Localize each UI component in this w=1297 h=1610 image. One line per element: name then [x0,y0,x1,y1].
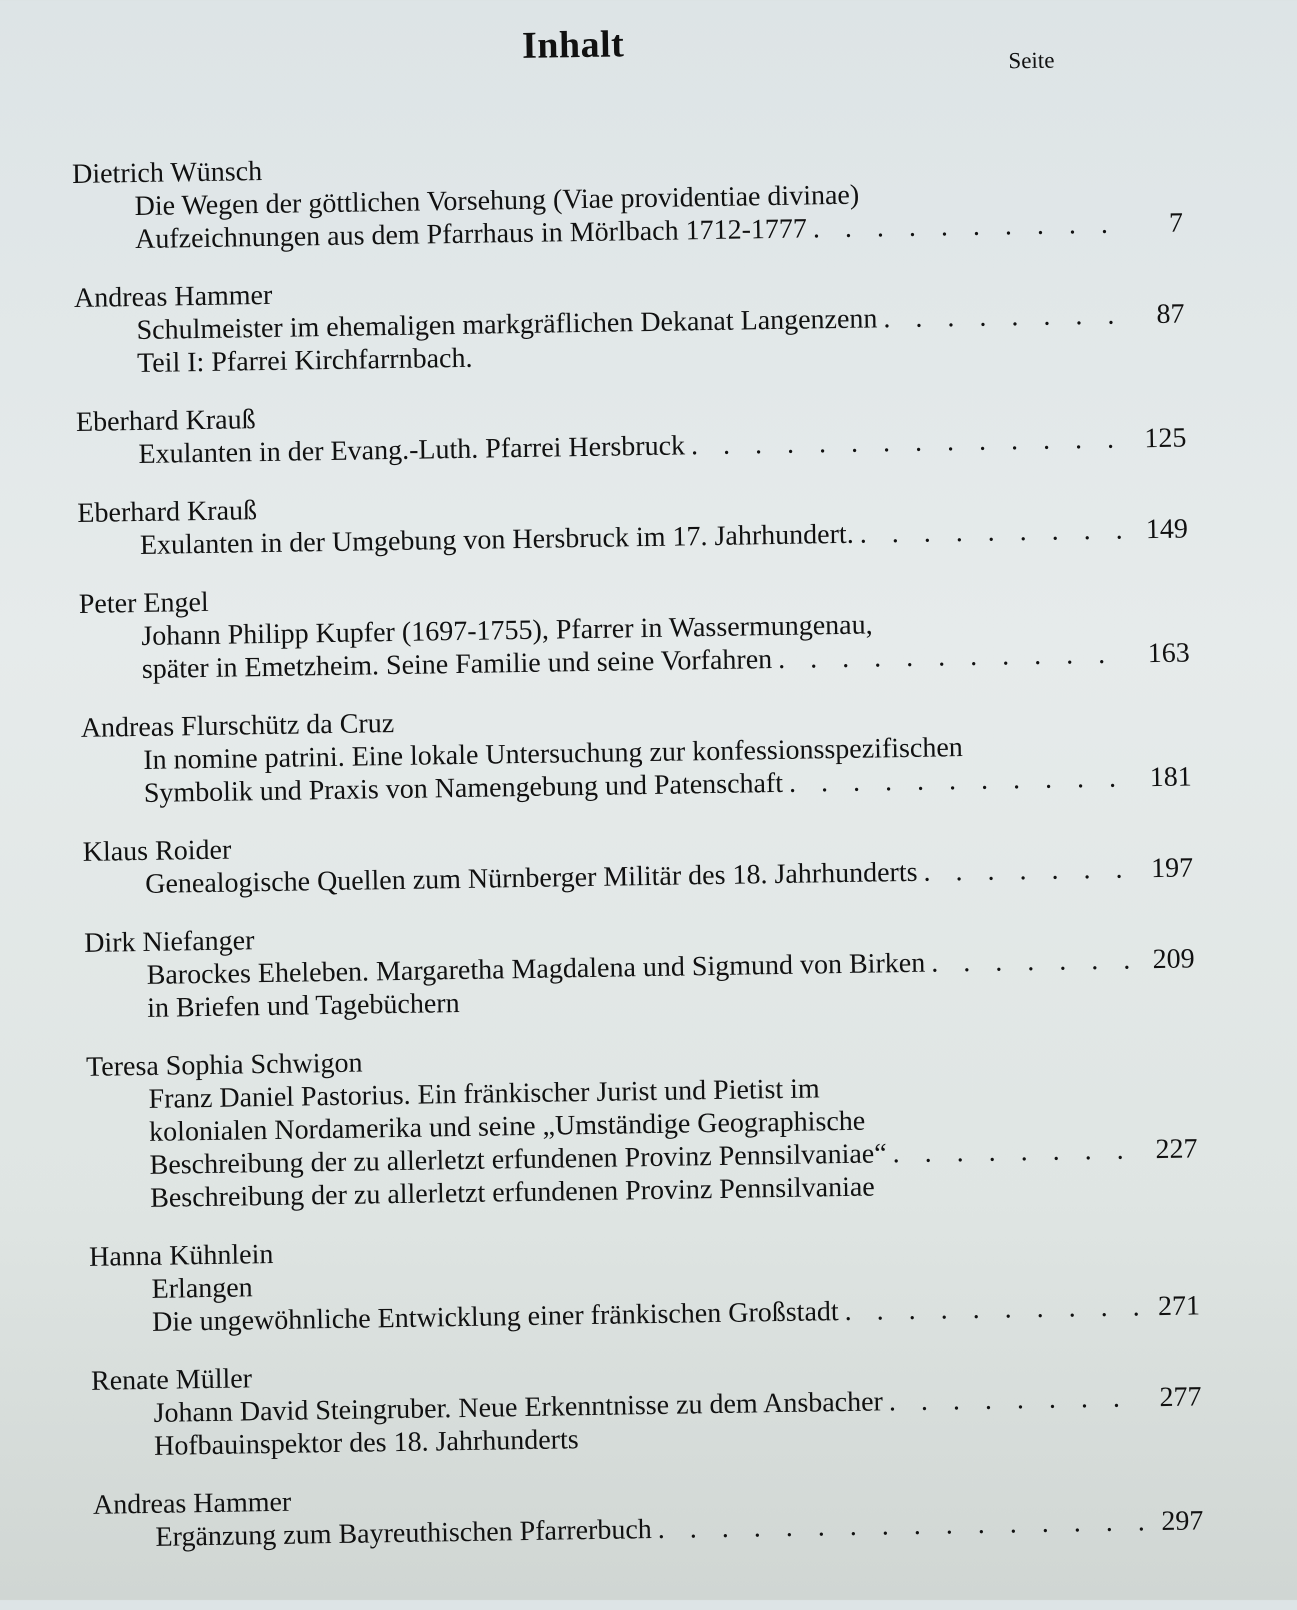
toc-entry [79,572,1190,687]
toc-title-text: später in Emetzheim. Seine Familie und seine Vorfahren [141,644,773,685]
toc-leader-dots [931,943,1135,979]
toc-page-number: 163 [1147,637,1191,670]
toc-title-text: Johann Philipp Kupfer (1697-1755), Pfarrer in Wassermungenau, [141,609,873,652]
toc-title-text: Barockes Eheleben. Margaretha Magdalena und Sigmund von Birken [146,947,926,991]
page-title: Inhalt [521,23,625,67]
toc-title-text: Exulanten in der Umgebung von Hersbruck im 17. Jahrhundert. [139,518,854,561]
toc-entry [93,1472,1204,1554]
toc-leader-dots [859,513,1128,550]
toc-title-text: Schulmeister im ehemaligen markgräflichen Dekanat Langenzenn [136,303,878,347]
toc-title-text: Genealogische Quellen zum Nürnberger Militär des 18. Jahrhunderts [145,856,918,900]
toc-page-number: 297 [1161,1505,1204,1538]
toc-entry [91,1348,1202,1463]
toc-title-text: in Briefen und Tagebüchern [146,988,460,1024]
toc-page-number: 87 [1156,298,1185,330]
toc-author: Hanna Kühnlein [88,1238,274,1273]
page-column-label: Seite [1008,47,1055,74]
toc-title-text: Teil I: Pfarrei Kirchfarrnbach. [136,342,473,380]
toc-leader-dots [778,637,1130,676]
toc-page-number: 7 [1168,207,1184,239]
toc-title-text: Die ungewöhnliche Entwicklung einer fränkischen Großstadt [151,1296,839,1338]
toc-entry [84,910,1195,1025]
toc-author: Dirk Niefanger [83,925,255,959]
toc-page-number: 149 [1145,513,1189,546]
toc-page-number: 125 [1144,422,1187,455]
toc-page-number: 197 [1150,852,1194,885]
toc-entry [83,819,1194,901]
toc-title-text: In nomine patrini. Eine lokale Untersuchung zur konfessionsspezifischen [143,732,964,776]
toc-title-text: Erlangen [151,1272,253,1305]
toc-title-text: Beschreibung der zu allerletzt erfundenen Provinz Pennsilvaniae“ [149,1138,887,1181]
toc-author: Dietrich Wünsch [71,156,263,190]
toc-page-number: 277 [1159,1381,1202,1414]
toc-entry [72,142,1183,257]
toc-leader-dots [658,1505,1144,1546]
toc-author: Eberhard Krauß [77,495,258,529]
toc-page-number: 209 [1152,943,1195,976]
toc-leader-dots [844,1290,1140,1328]
toc-author: Andreas Hammer [73,279,273,314]
toc-page-number: 271 [1157,1290,1201,1323]
toc-author: Peter Engel [78,586,209,620]
toc-title-text: Aufzeichnungen aus dem Pfarrhaus in Mörlbach 1712-1777 [134,213,808,256]
toc-title-text: Symbolik und Praxis von Namengebung und Patenschaft [143,767,784,809]
toc-entry [89,1224,1200,1339]
toc-entry [86,1034,1198,1215]
toc-entry [81,695,1192,810]
toc-page-number: 227 [1155,1133,1198,1166]
toc-author: Andreas Hammer [92,1486,292,1521]
toc-title-text: Exulanten in der Evang.-Luth. Pfarrei Hersbruck [138,430,686,470]
toc-leader-dots [892,1133,1137,1170]
toc-author: Eberhard Krauß [75,404,256,438]
toc-title-text: Johann David Steingruber. Neue Erkenntnisse zu dem Ansbacher [153,1386,884,1429]
toc-page-number: 181 [1149,761,1192,794]
toc-author: Andreas Flurschütz da Cruz [80,708,395,744]
toc-title-text: Franz Daniel Pastorius. Ein fränkischer Jurist und Pietist im [148,1073,820,1115]
toc-entry [76,390,1187,472]
toc-title-text: Beschreibung der zu allerletzt erfundenen Provinz Pennsilvaniae [149,1171,875,1214]
toc-author: Renate Müller [90,1363,253,1397]
toc-title-text: kolonialen Nordamerika und seine „Umständige Geographische [148,1105,866,1148]
toc-leader-dots [813,208,1124,246]
toc-entry [74,266,1185,381]
table-of-contents [72,142,1204,1581]
toc-title-text: Ergänzung zum Bayreuthischen Pfarrerbuch [155,1514,653,1553]
toc-author: Klaus Roider [82,834,232,868]
toc-title-text: Hofbauinspektor des 18. Jahrhunderts [153,1424,579,1462]
toc-leader-dots [789,761,1132,799]
toc-leader-dots [889,1381,1142,1418]
toc-leader-dots [883,298,1125,335]
toc-leader-dots [691,422,1127,462]
toc-author: Teresa Sophia Schwigon [85,1047,363,1083]
toc-title-text: Die Wegen der göttlichen Vorsehung (Viae providentiae divinae) [134,179,860,223]
toc-leader-dots [923,852,1133,888]
toc-entry [77,481,1188,563]
